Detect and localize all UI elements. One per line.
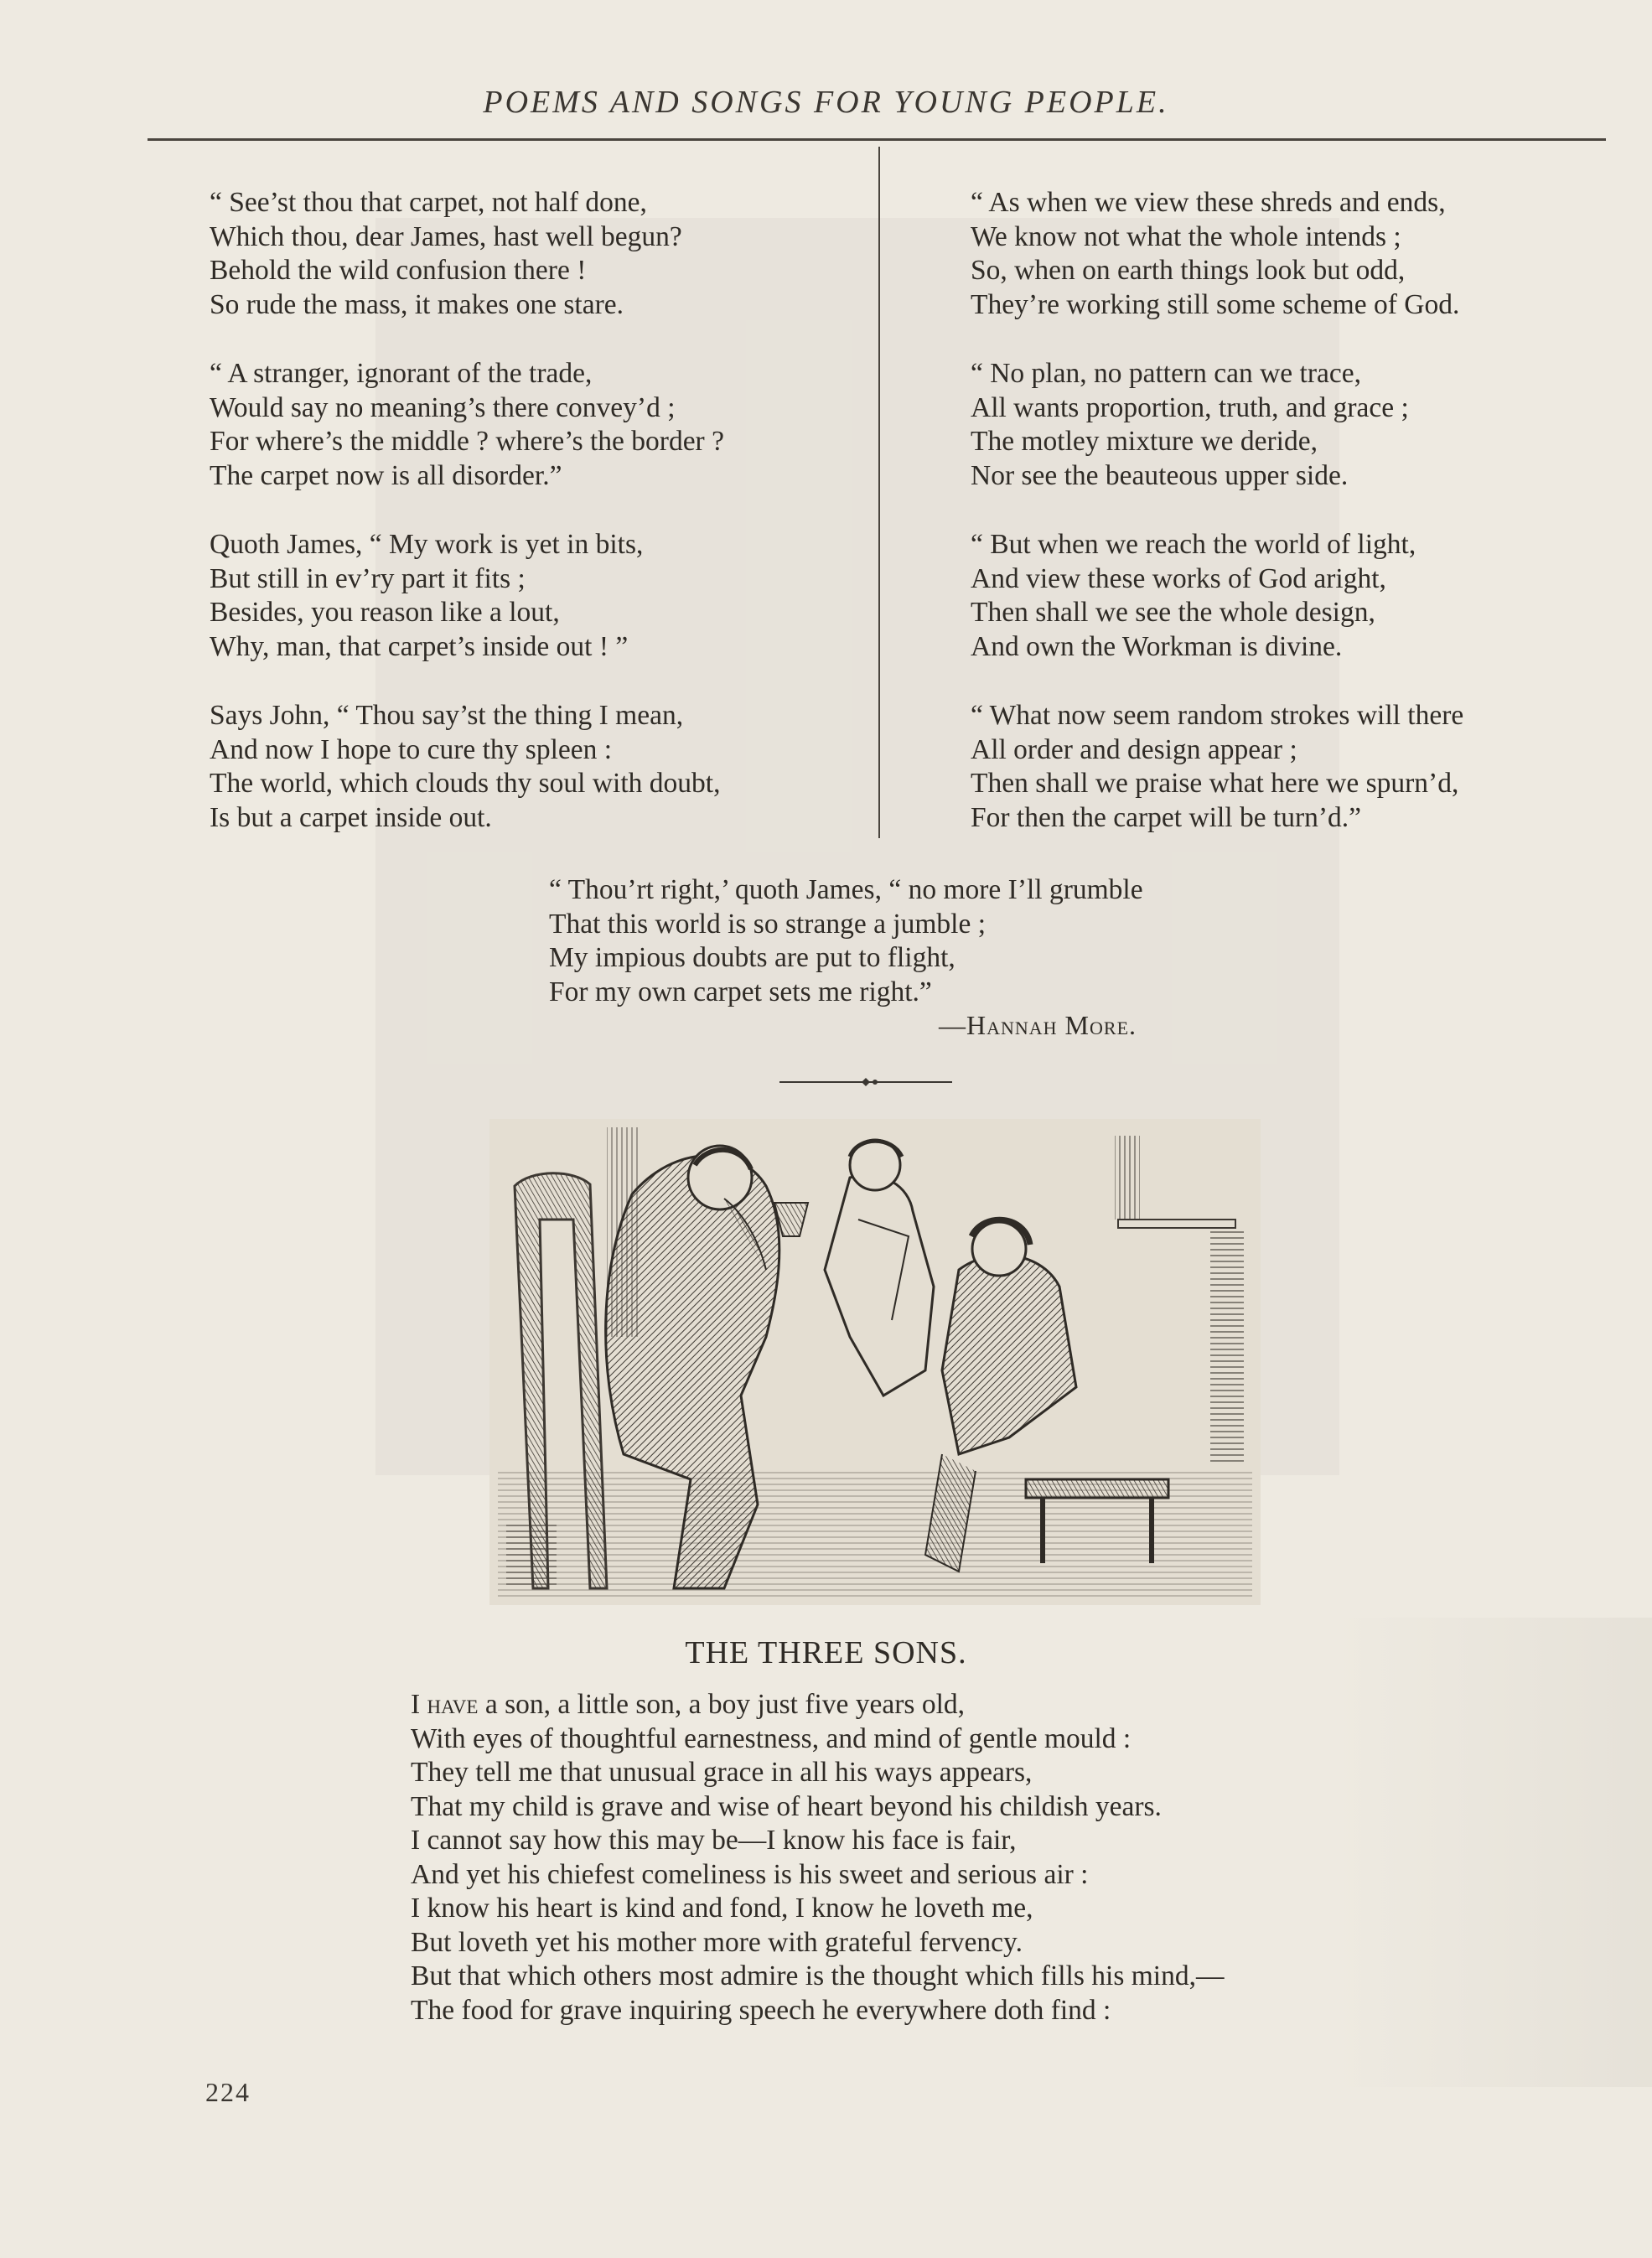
stanza-left-3: Quoth James, “ My work is yet in bits, But still in ev’ry part it fits ; Besides, you reason like a lout, Why, man, that carpet’s inside out ! ” xyxy=(210,529,644,662)
closing-stanza: “ Thou’rt right,’ quoth James, “ no more I’ll grumble That this world is so strange a jumble ; My impious doubts are put to flight, For my own carpet sets me right.” xyxy=(549,874,1143,1007)
three-sons-first-line: I have a son, a little son, a boy just five years old, xyxy=(411,1689,966,1720)
stanza-right-1: “ As when we view these shreds and ends, We know not what the whole intends ; So, when on earth things look but odd, They’re working still some scheme of God. xyxy=(971,187,1460,320)
attribution: —Hannah More. xyxy=(939,1010,1137,1040)
ornament-divider xyxy=(779,1075,952,1089)
engraving-illustration xyxy=(489,1119,1261,1605)
running-header: POEMS AND SONGS FOR YOUNG PEOPLE. xyxy=(483,85,1169,120)
stanza-right-4: “ What now seem random strokes will there All order and design appear ; Then shall we praise what here we spurn’d, For then the carpet will be turn’d.” xyxy=(971,700,1464,833)
stanza-left-1: “ See’st thou that carpet, not half done, Which thou, dear James, hast well begun? Behold the wild confusion there ! So rude the mass, it makes one stare. xyxy=(210,187,682,320)
stanza-right-3: “ But when we reach the world of light, And view these works of God aright, Then shall we see the whole design, And own the Workman is divine. xyxy=(971,529,1416,662)
header-rule xyxy=(148,138,1606,141)
bleed-through-shadow xyxy=(1334,1618,1652,2087)
column-divider xyxy=(878,147,880,838)
three-sons-text: I have a son, a little son, a boy just five years old, With eyes of thoughtful earnestness, and mind of gentle mould : They tell me that unusual grace in all his ways appears, That my child is grave and wise of heart beyond his childish years. I cannot say how this may be—I know his face is fair, And yet his chiefest comeliness is his sweet and serious air : I know his heart is kind and fond, I know he loveth me, But loveth yet his mother more with grateful fervency. But that which others most admire is the thought which fills his mind,— The food for grave inquiring speech he everywhere doth find : xyxy=(411,1689,1225,2026)
stanza-right-2: “ No plan, no pattern can we trace, All wants proportion, truth, and grace ; The motley mixture we deride, Nor see the beauteous upper side. xyxy=(971,358,1409,491)
poem-title: THE THREE SONS. xyxy=(685,1635,967,1670)
stanza-left-2: “ A stranger, ignorant of the trade, Would say no meaning’s there convey’d ; For where’s the middle ? where’s the border ? The carpet now is all disorder.” xyxy=(210,358,724,491)
page-number: 224 xyxy=(205,2077,251,2107)
stanza-left-4: Says John, “ Thou say’st the thing I mean, And now I hope to cure thy spleen : The world, which clouds thy soul with doubt, Is but a carpet inside out. xyxy=(210,700,721,833)
